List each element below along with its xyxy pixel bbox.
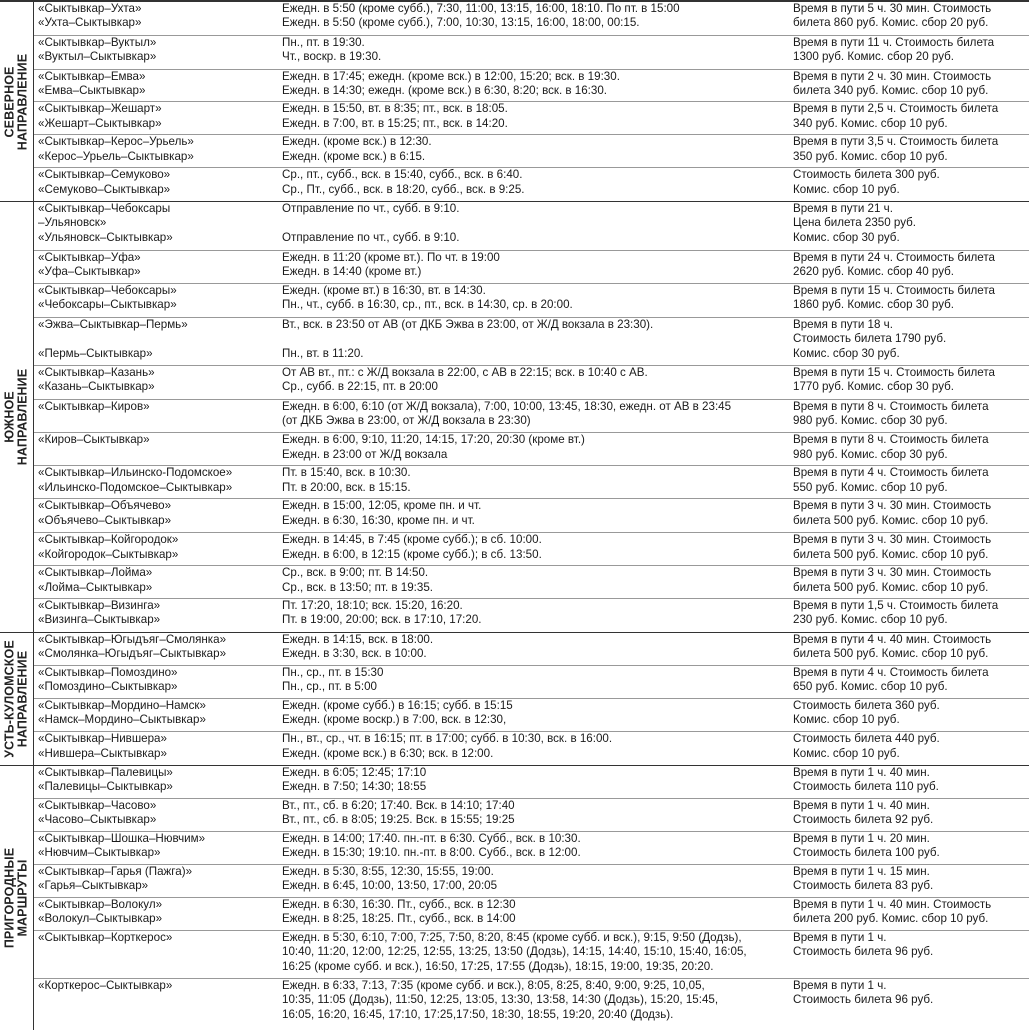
travel-info-cell: Время в пути 4 ч. Стоимость билета 650 руб. Комис. сбор 10 руб. xyxy=(793,665,989,694)
route-cell: «Сыктывкар–Шошка–Нювчим» «Нювчим–Сыктывкар» xyxy=(38,832,206,860)
travel-info-cell: Время в пути 3 ч. 30 мин. Стоимость билета 500 руб. Комис. сбор 10 руб. xyxy=(793,533,992,561)
travel-info-cell: Время в пути 11 ч. Стоимость билета 1300 руб. Комис. сбор 20 руб. xyxy=(793,35,995,64)
table-row xyxy=(34,699,1029,733)
departure-times-cell: Ежедн. в 17:45; ежедн. (кроме вск.) в 12:00, 15:20; вск. в 19:30. Ежедн. в 14:30; ежедн. (кроме вск.) в 6:30, 8:20; вск. в 16:30. xyxy=(282,69,620,98)
travel-info-cell: Время в пути 1 ч. 40 мин. Стоимость билета 200 руб. Комис. сбор 10 руб. xyxy=(793,898,992,926)
departure-times-cell: Ежедн. в 15:00, 12:05, кроме пн. и чт. Ежедн. в 6:30, 16:30, кроме пн. и чт. xyxy=(282,499,482,527)
route-cell: «Сыктывкар–Ухта» «Ухта–Сыктывкар» xyxy=(38,2,142,30)
travel-info-cell: Время в пути 15 ч. Стоимость билета 1860 руб. Комис. сбор 30 руб. xyxy=(793,283,995,312)
route-cell: «Сыктывкар–Помоздино» «Помоздино–Сыктывкар» xyxy=(38,665,178,694)
table-row xyxy=(34,766,1029,799)
route-cell: «Сыктывкар–Жешарт» «Жешарт–Сыктывкар» xyxy=(38,102,162,130)
table-row xyxy=(34,832,1029,865)
departure-times-cell: Ежедн. в 6:00, 6:10 (от Ж/Д вокзала), 7:00, 10:00, 13:45, 18:30, ежедн. от АВ в 23:45 (от ДКБ Эжва в 23:00, от Ж/Д вокзала в 23:30) xyxy=(282,399,732,427)
route-cell: «Сыктывкар–Часово» «Часово–Сыктывкар» xyxy=(38,799,157,827)
table-row xyxy=(34,102,1029,135)
departure-times-cell: Ежедн. в 14:00; 17:40. пн.-пт. в 6:30. Субб., вск. в 10:30. Ежедн. в 15:30; 19:10. пн.-пт. в 8:00. Субб., вск. в 12:00. xyxy=(282,832,581,860)
departure-times-cell: Ежедн. в 6:00, 9:10, 11:20, 14:15, 17:20, 20:30 (кроме вт.) Ежедн. в 23:00 от Ж/Д вокзала xyxy=(282,433,585,461)
departure-times-cell: Пн., пт. в 19:30. Чт., воскр. в 19:30. xyxy=(282,35,382,64)
table-row xyxy=(34,366,1029,400)
departure-times-cell: Пн., вт., ср., чт. в 16:15; пт. в 17:00; субб. в 10:30, вск. в 16:00. Ежедн. (кроме вск.) в 6:30; вск. в 12:00. xyxy=(282,732,613,760)
table-row xyxy=(34,466,1029,499)
table-row xyxy=(34,499,1029,533)
table-row xyxy=(34,2,1029,36)
departure-times-cell: Ежедн. в 5:30, 6:10, 7:00, 7:25, 7:50, 8:20, 8:45 (кроме субб. и вск.), 9:15, 9:50 (Додзь), 10:40, 11:20, 12:00, 12:25, 12:55, 13:25, 13:50 (Додзь), 14:15, 14:40, 15:10, 15:40, 16:05, 16:25 (кроме субб. и вск.), 16:50, 17:25, 17:55 (Додзь), 18:15, 19:00, 19:35, 20:20. xyxy=(282,931,747,973)
route-cell: «Сыктывкар–Керос–Урьель» «Керос–Урьель–Сыктывкар» xyxy=(38,135,194,163)
section-title: ЮЖНОЕ НАПРАВЛЕНИЕ xyxy=(2,368,30,466)
table-row xyxy=(34,284,1029,318)
departure-times-cell: Ежедн. в 14:45, в 7:45 (кроме субб.); в сб. 10:00. Ежедн. в 6:00, в 12:15 (кроме субб.); в сб. 13:50. xyxy=(282,533,542,561)
section-title: ПРИГОРОДНЫЕ МАРШРУТЫ xyxy=(2,847,30,949)
travel-info-cell: Время в пути 4 ч. Стоимость билета 550 руб. Комис. сбор 10 руб. xyxy=(793,466,989,494)
section-side-label xyxy=(0,766,34,1030)
table-row xyxy=(34,400,1029,434)
route-cell: «Сыктывкар–Визинга» «Визинга–Сыктывкар» xyxy=(38,599,161,627)
travel-info-cell: Время в пути 2 ч. 30 мин. Стоимость билета 340 руб. Комис. сбор 10 руб. xyxy=(793,69,992,98)
travel-info-cell: Время в пути 24 ч. Стоимость билета 2620 руб. Комис. сбор 40 руб. xyxy=(793,250,995,279)
travel-info-cell: Стоимость билета 300 руб. Комис. сбор 10 руб. xyxy=(793,168,940,196)
section-side-label xyxy=(0,633,34,765)
route-cell: «Сыктывкар–Нившера» «Нившера–Сыктывкар» xyxy=(38,732,167,760)
travel-info-cell: Время в пути 2,5 ч. Стоимость билета 340 руб. Комис. сбор 10 руб. xyxy=(793,102,999,130)
departure-times-cell: Ежедн. (кроме вт.) в 16:30, вт. в 14:30. Пн., чт., субб. в 16:30, ср., пт., вск. в 14:30, ср. в 20:00. xyxy=(282,283,573,312)
departure-times-cell: Пт. 17:20, 18:10; вск. 15:20, 16:20. Пт. в 19:00, 20:00; вск. в 17:10, 17:20. xyxy=(282,599,482,627)
departure-times-cell: Ср., вск. в 9:00; пт. В 14:50. Ср., вск. в 13:50; пт. в 19:35. xyxy=(282,566,434,594)
table-row xyxy=(34,36,1029,70)
table-row xyxy=(34,202,1029,251)
route-cell: «Сыктывкар–Киров» xyxy=(38,399,150,413)
section-rows xyxy=(34,766,1029,1030)
route-cell: «Сыктывкар–Емва» «Емва–Сыктывкар» xyxy=(38,69,146,98)
travel-info-cell: Стоимость билета 360 руб. Комис. сбор 10 руб. xyxy=(793,698,940,726)
route-cell: «Сыктывкар–Волокул» «Волокул–Сыктывкар» xyxy=(38,898,163,926)
departure-times-cell: Ежедн. в 5:30, 8:55, 12:30, 15:55, 19:00. Ежедн. в 6:45, 10:00, 13:50, 17:00, 20:05 xyxy=(282,865,498,893)
travel-info-cell: Время в пути 18 ч. Стоимость билета 1790 руб. Комис. сбор 30 руб. xyxy=(793,317,947,360)
travel-info-cell: Время в пути 3 ч. 30 мин. Стоимость билета 500 руб. Комис. сбор 10 руб. xyxy=(793,499,992,527)
table-row xyxy=(34,979,1029,1030)
table-row xyxy=(34,898,1029,931)
route-cell: «Сыктывкар–Чебоксары» «Чебоксары–Сыктывкар» xyxy=(38,283,177,312)
route-cell: «Сыктывкар–Гарья (Пажга)» «Гарья–Сыктывкар» xyxy=(38,865,193,893)
departure-times-cell: Ср., пт., субб., вск. в 15:40, субб., вск. в 6:40. Ср., Пт., субб., вск. в 18:20, субб., вск. в 9:25. xyxy=(282,168,525,196)
section-title: СЕВЕРНОЕ НАПРАВЛЕНИЕ xyxy=(2,53,30,150)
travel-info-cell: Время в пути 1,5 ч. Стоимость билета 230 руб. Комис. сбор 10 руб. xyxy=(793,599,999,627)
route-cell: «Сыктывкар–Лойма» «Лойма–Сыктывкар» xyxy=(38,566,153,594)
section-side-label xyxy=(0,202,34,632)
departure-times-cell: Ежедн. (кроме вск.) в 12:30. Ежедн. (кроме вск.) в 6:15. xyxy=(282,135,432,163)
route-cell: «Сыктывкар–Уфа» «Уфа–Сыктывкар» xyxy=(38,250,141,279)
table-row xyxy=(34,251,1029,284)
departure-times-cell: Ежедн. в 6:05; 12:45; 17:10 Ежедн. в 7:50; 14:30; 18:55 xyxy=(282,766,427,794)
departure-times-cell: Вт., вск. в 23:50 от АВ (от ДКБ Эжва в 23:00, от Ж/Д вокзала в 23:30). Пн., вт. в 11:20. xyxy=(282,317,654,360)
table-row xyxy=(34,168,1029,201)
departure-times-cell: Пт. в 15:40, вск. в 10:30. Пт. в 20:00, вск. в 15:15. xyxy=(282,466,411,494)
departure-times-cell: Ежедн. в 11:20 (кроме вт.). По чт. в 19:00 Ежедн. в 14:40 (кроме вт.) xyxy=(282,250,500,279)
table-row xyxy=(34,599,1029,632)
route-cell: «Сыктывкар–Казань» «Казань–Сыктывкар» xyxy=(38,365,155,394)
schedule-section xyxy=(0,633,1029,766)
table-row xyxy=(34,799,1029,832)
table-row xyxy=(34,666,1029,699)
travel-info-cell: Время в пути 5 ч. 30 мин. Стоимость билета 860 руб. Комис. сбор 20 руб. xyxy=(793,2,992,30)
travel-info-cell: Время в пути 15 ч. Стоимость билета 1770 руб. Комис. сбор 30 руб. xyxy=(793,365,995,394)
travel-info-cell: Время в пути 1 ч. Стоимость билета 96 руб. xyxy=(793,979,934,1007)
departure-times-cell: Ежедн. (кроме субб.) в 16:15; субб. в 15:15 Ежедн. (кроме воскр.) в 7:00, вск. в 12:30, xyxy=(282,698,513,726)
departure-times-cell: Вт., пт., сб. в 6:20; 17:40. Вск. в 14:10; 17:40 Вт., пт., сб. в 8:05; 19:25. Вск. в 15:55; 19:25 xyxy=(282,799,515,827)
travel-info-cell: Время в пути 3 ч. 30 мин. Стоимость билета 500 руб. Комис. сбор 10 руб. xyxy=(793,566,992,594)
route-cell: «Эжва–Сыктывкар–Пермь» «Пермь–Сыктывкар» xyxy=(38,317,188,360)
travel-info-cell: Время в пути 1 ч. 40 мин. Стоимость билета 110 руб. xyxy=(793,766,939,794)
table-row xyxy=(34,533,1029,566)
section-title: УСТЬ-КУЛОМСКОЕ НАПРАВЛЕНИЕ xyxy=(2,640,30,758)
table-row xyxy=(34,433,1029,466)
travel-info-cell: Время в пути 1 ч. Стоимость билета 96 руб. xyxy=(793,931,934,959)
schedule-section xyxy=(0,202,1029,633)
schedule-section xyxy=(0,2,1029,202)
departure-times-cell: Ежедн. в 5:50 (кроме субб.), 7:30, 11:00, 13:15, 16:00, 18:10. По пт. в 15:00 Ежедн. в 5:50 (кроме субб.), 7:00, 10:30, 13:15, 16:00, 18:00, 00:15. xyxy=(282,2,680,30)
departure-times-cell: Ежедн. в 6:33, 7:13, 7:35 (кроме субб. и вск.), 8:05, 8:25, 8:40, 9:00, 9:25, 10,05, 10:35, 11:05 (Додзь), 11:50, 12:25, 13:05, 13:30, 13:58, 14:30 (Додзь), 15:20, 15:45, 16:05, 16:20, 16:45, 17:10, 17:25,17:50, 18:30, 18:55, 19:20, 20:40 (Додзь). xyxy=(282,979,719,1021)
travel-info-cell: Время в пути 8 ч. Стоимость билета 980 руб. Комис. сбор 30 руб. xyxy=(793,433,989,461)
route-cell: «Сыктывкар–Семуково» «Семуково–Сыктывкар» xyxy=(38,168,171,196)
schedule-section xyxy=(0,766,1029,1030)
route-cell: «Сыктывкар–Корткерос» xyxy=(38,931,173,944)
route-cell: «Сыктывкар–Объячево» «Объячево–Сыктывкар» xyxy=(38,499,172,527)
departure-times-cell: Ежедн. в 6:30, 16:30. Пт., субб., вск. в 12:30 Ежедн. в 8:25, 18:25. Пт., субб., вск. в 14:00 xyxy=(282,898,516,926)
route-cell: «Сыктывкар–Вуктыл» «Вуктыл–Сыктывкар» xyxy=(38,35,157,64)
section-rows xyxy=(34,2,1029,201)
route-cell: «Киров–Сыктывкар» xyxy=(38,433,150,447)
route-cell: «Корткерос–Сыктывкар» xyxy=(38,979,173,992)
route-cell: «Сыктывкар–Чебоксары –Ульяновск» «Ульяновск–Сыктывкар» xyxy=(38,202,173,244)
travel-info-cell: Время в пути 1 ч. 15 мин. Стоимость билета 83 руб. xyxy=(793,865,934,893)
travel-info-cell: Время в пути 21 ч. Цена билета 2350 руб. Комис. сбор 30 руб. xyxy=(793,202,917,244)
travel-info-cell: Время в пути 1 ч. 20 мин. Стоимость билета 100 руб. xyxy=(793,832,940,860)
departure-times-cell: Отправление по чт., субб. в 9:10. Отправление по чт., субб. в 9:10. xyxy=(282,202,460,244)
section-rows xyxy=(34,202,1029,632)
travel-info-cell: Время в пути 4 ч. 40 мин. Стоимость билета 500 руб. Комис. сбор 10 руб. xyxy=(793,633,992,661)
travel-info-cell: Стоимость билета 440 руб. Комис. сбор 10 руб. xyxy=(793,732,940,760)
departure-times-cell: Пн., ср., пт. в 15:30 Пн., ср., пт. в 5:00 xyxy=(282,665,384,694)
travel-info-cell: Время в пути 1 ч. 40 мин. Стоимость билета 92 руб. xyxy=(793,799,934,827)
departure-times-cell: Ежедн. в 14:15, вск. в 18:00. Ежедн. в 3:30, вск. в 10:00. xyxy=(282,633,434,661)
departure-times-cell: От АВ вт., пт.: с Ж/Д вокзала в 22:00, с АВ в 22:15; вск. в 10:40 с АВ. Ср., субб. в 22:15, пт. в 20:00 xyxy=(282,365,648,394)
route-cell: «Сыктывкар–Мордино–Намск» «Намск–Мордино–Сыктывкар» xyxy=(38,698,206,726)
table-row xyxy=(34,732,1029,765)
departure-times-cell: Ежедн. в 15:50, вт. в 8:35; пт., вск. в 18:05. Ежедн. в 7:00, вт. в 15:25; пт., вск. в 14:20. xyxy=(282,102,508,130)
section-side-label xyxy=(0,2,34,201)
table-row xyxy=(34,633,1029,666)
table-row xyxy=(34,70,1029,103)
table-row xyxy=(34,566,1029,599)
travel-info-cell: Время в пути 3,5 ч. Стоимость билета 350 руб. Комис. сбор 10 руб. xyxy=(793,135,999,163)
table-row xyxy=(34,931,1029,979)
route-cell: «Сыктывкар–Ильинско-Подомское» «Ильинско-Подомское–Сыктывкар» xyxy=(38,466,233,494)
travel-info-cell: Время в пути 8 ч. Стоимость билета 980 руб. Комис. сбор 30 руб. xyxy=(793,399,989,427)
table-row xyxy=(34,135,1029,168)
table-row xyxy=(34,865,1029,898)
route-cell: «Сыктывкар–Палевицы» «Палевицы–Сыктывкар» xyxy=(38,766,173,794)
section-rows xyxy=(34,633,1029,765)
route-cell: «Сыктывкар–Югыдъяг–Смолянка» «Смолянка–Югыдъяг–Сыктывкар» xyxy=(38,633,227,661)
table-row xyxy=(34,318,1029,366)
route-cell: «Сыктывкар–Койгородок» «Койгородок–Сыктывкар» xyxy=(38,533,179,561)
